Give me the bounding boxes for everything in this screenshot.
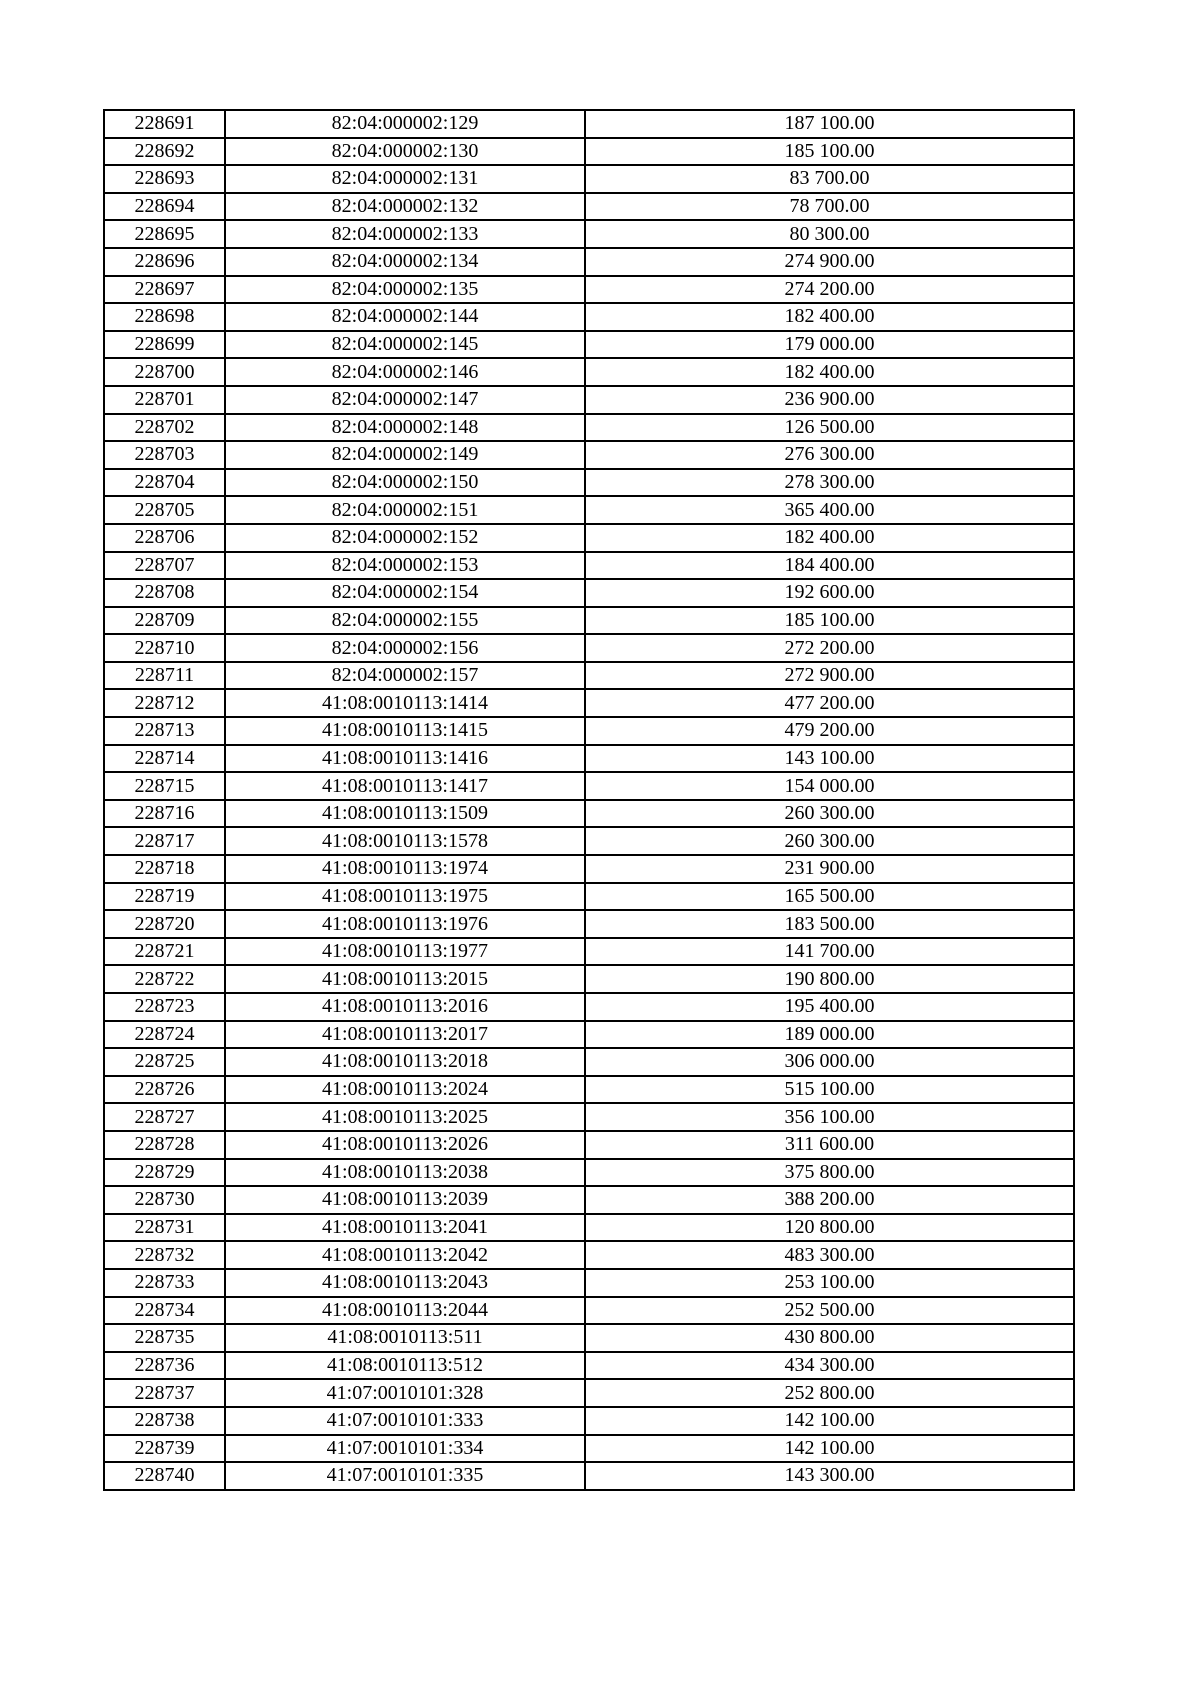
value-cell: 184 400.00 bbox=[585, 552, 1074, 580]
value-cell: 185 100.00 bbox=[585, 138, 1074, 166]
table-row bbox=[104, 469, 1074, 497]
table-row bbox=[104, 1462, 1074, 1490]
value-cell: 274 200.00 bbox=[585, 276, 1074, 304]
row-number-cell: 228699 bbox=[104, 331, 225, 359]
table-row bbox=[104, 855, 1074, 883]
cadastral-number-cell: 82:04:000002:131 bbox=[225, 165, 585, 193]
table-row bbox=[104, 883, 1074, 911]
cadastral-number-cell: 41:07:0010101:334 bbox=[225, 1435, 585, 1463]
row-number-cell: 228692 bbox=[104, 138, 225, 166]
table-row bbox=[104, 110, 1074, 138]
table-row bbox=[104, 1076, 1074, 1104]
value-cell: 182 400.00 bbox=[585, 303, 1074, 331]
cadastral-number-cell: 41:08:0010113:2043 bbox=[225, 1269, 585, 1297]
table-row bbox=[104, 607, 1074, 635]
cadastral-number-cell: 41:08:0010113:2038 bbox=[225, 1159, 585, 1187]
cadastral-number-cell: 41:07:0010101:328 bbox=[225, 1379, 585, 1407]
table-row bbox=[104, 524, 1074, 552]
value-cell: 272 900.00 bbox=[585, 662, 1074, 690]
cadastral-number-cell: 41:08:0010113:2015 bbox=[225, 965, 585, 993]
table-row bbox=[104, 138, 1074, 166]
table-row bbox=[104, 717, 1074, 745]
table-row bbox=[104, 358, 1074, 386]
table-row bbox=[104, 1435, 1074, 1463]
value-cell: 179 000.00 bbox=[585, 331, 1074, 359]
row-number-cell: 228737 bbox=[104, 1379, 225, 1407]
row-number-cell: 228694 bbox=[104, 193, 225, 221]
cadastral-number-cell: 41:08:0010113:1417 bbox=[225, 772, 585, 800]
cadastral-number-cell: 82:04:000002:134 bbox=[225, 248, 585, 276]
table-row bbox=[104, 827, 1074, 855]
row-number-cell: 228698 bbox=[104, 303, 225, 331]
row-number-cell: 228712 bbox=[104, 689, 225, 717]
row-number-cell: 228740 bbox=[104, 1462, 225, 1490]
table-row bbox=[104, 165, 1074, 193]
cadastral-number-cell: 82:04:000002:145 bbox=[225, 331, 585, 359]
cadastral-number-cell: 41:08:0010113:511 bbox=[225, 1324, 585, 1352]
value-cell: 182 400.00 bbox=[585, 358, 1074, 386]
cadastral-number-cell: 82:04:000002:153 bbox=[225, 552, 585, 580]
row-number-cell: 228731 bbox=[104, 1214, 225, 1242]
table-row bbox=[104, 965, 1074, 993]
table-row bbox=[104, 441, 1074, 469]
table-row bbox=[104, 1352, 1074, 1380]
row-number-cell: 228736 bbox=[104, 1352, 225, 1380]
row-number-cell: 228727 bbox=[104, 1103, 225, 1131]
row-number-cell: 228696 bbox=[104, 248, 225, 276]
row-number-cell: 228734 bbox=[104, 1297, 225, 1325]
cadastral-number-cell: 41:07:0010101:333 bbox=[225, 1407, 585, 1435]
value-cell: 434 300.00 bbox=[585, 1352, 1074, 1380]
cadastral-number-cell: 82:04:000002:152 bbox=[225, 524, 585, 552]
row-number-cell: 228704 bbox=[104, 469, 225, 497]
row-number-cell: 228713 bbox=[104, 717, 225, 745]
value-cell: 126 500.00 bbox=[585, 414, 1074, 442]
value-cell: 141 700.00 bbox=[585, 938, 1074, 966]
row-number-cell: 228722 bbox=[104, 965, 225, 993]
cadastral-number-cell: 41:08:0010113:1974 bbox=[225, 855, 585, 883]
value-cell: 189 000.00 bbox=[585, 1021, 1074, 1049]
row-number-cell: 228724 bbox=[104, 1021, 225, 1049]
row-number-cell: 228715 bbox=[104, 772, 225, 800]
table-row bbox=[104, 772, 1074, 800]
row-number-cell: 228706 bbox=[104, 524, 225, 552]
cadastral-number-cell: 41:08:0010113:1509 bbox=[225, 800, 585, 828]
row-number-cell: 228733 bbox=[104, 1269, 225, 1297]
value-cell: 252 800.00 bbox=[585, 1379, 1074, 1407]
cadastral-number-cell: 82:04:000002:130 bbox=[225, 138, 585, 166]
value-cell: 515 100.00 bbox=[585, 1076, 1074, 1104]
row-number-cell: 228719 bbox=[104, 883, 225, 911]
cadastral-number-cell: 41:08:0010113:2024 bbox=[225, 1076, 585, 1104]
row-number-cell: 228725 bbox=[104, 1048, 225, 1076]
row-number-cell: 228718 bbox=[104, 855, 225, 883]
table-row bbox=[104, 1159, 1074, 1187]
value-cell: 276 300.00 bbox=[585, 441, 1074, 469]
cadastral-value-table bbox=[103, 109, 1075, 1491]
cadastral-number-cell: 41:08:0010113:1416 bbox=[225, 745, 585, 773]
cadastral-number-cell: 82:04:000002:144 bbox=[225, 303, 585, 331]
row-number-cell: 228716 bbox=[104, 800, 225, 828]
table-row bbox=[104, 1214, 1074, 1242]
table-row bbox=[104, 386, 1074, 414]
row-number-cell: 228726 bbox=[104, 1076, 225, 1104]
cadastral-number-cell: 41:08:0010113:2044 bbox=[225, 1297, 585, 1325]
row-number-cell: 228717 bbox=[104, 827, 225, 855]
value-cell: 143 100.00 bbox=[585, 745, 1074, 773]
row-number-cell: 228695 bbox=[104, 220, 225, 248]
cadastral-number-cell: 82:04:000002:154 bbox=[225, 579, 585, 607]
value-cell: 272 200.00 bbox=[585, 634, 1074, 662]
row-number-cell: 228708 bbox=[104, 579, 225, 607]
cadastral-number-cell: 82:04:000002:135 bbox=[225, 276, 585, 304]
cadastral-number-cell: 41:08:0010113:2017 bbox=[225, 1021, 585, 1049]
value-cell: 187 100.00 bbox=[585, 110, 1074, 138]
table-row bbox=[104, 1407, 1074, 1435]
table-row bbox=[104, 303, 1074, 331]
value-cell: 375 800.00 bbox=[585, 1159, 1074, 1187]
cadastral-number-cell: 82:04:000002:156 bbox=[225, 634, 585, 662]
row-number-cell: 228723 bbox=[104, 993, 225, 1021]
value-cell: 430 800.00 bbox=[585, 1324, 1074, 1352]
value-cell: 260 300.00 bbox=[585, 827, 1074, 855]
table-row bbox=[104, 1103, 1074, 1131]
value-cell: 185 100.00 bbox=[585, 607, 1074, 635]
table-row bbox=[104, 1186, 1074, 1214]
row-number-cell: 228703 bbox=[104, 441, 225, 469]
row-number-cell: 228693 bbox=[104, 165, 225, 193]
cadastral-number-cell: 41:07:0010101:335 bbox=[225, 1462, 585, 1490]
table-row bbox=[104, 993, 1074, 1021]
table-row bbox=[104, 1324, 1074, 1352]
value-cell: 83 700.00 bbox=[585, 165, 1074, 193]
table-row bbox=[104, 689, 1074, 717]
table-row bbox=[104, 276, 1074, 304]
table-row bbox=[104, 938, 1074, 966]
cadastral-number-cell: 41:08:0010113:1977 bbox=[225, 938, 585, 966]
value-cell: 278 300.00 bbox=[585, 469, 1074, 497]
row-number-cell: 228728 bbox=[104, 1131, 225, 1159]
row-number-cell: 228710 bbox=[104, 634, 225, 662]
value-cell: 190 800.00 bbox=[585, 965, 1074, 993]
cadastral-number-cell: 82:04:000002:133 bbox=[225, 220, 585, 248]
table-row bbox=[104, 662, 1074, 690]
cadastral-number-cell: 82:04:000002:129 bbox=[225, 110, 585, 138]
value-cell: 183 500.00 bbox=[585, 910, 1074, 938]
cadastral-number-cell: 41:08:0010113:2039 bbox=[225, 1186, 585, 1214]
value-cell: 356 100.00 bbox=[585, 1103, 1074, 1131]
row-number-cell: 228691 bbox=[104, 110, 225, 138]
row-number-cell: 228714 bbox=[104, 745, 225, 773]
cadastral-number-cell: 82:04:000002:147 bbox=[225, 386, 585, 414]
value-cell: 192 600.00 bbox=[585, 579, 1074, 607]
value-cell: 78 700.00 bbox=[585, 193, 1074, 221]
table-row bbox=[104, 1048, 1074, 1076]
cadastral-number-cell: 41:08:0010113:2018 bbox=[225, 1048, 585, 1076]
cadastral-number-cell: 82:04:000002:146 bbox=[225, 358, 585, 386]
row-number-cell: 228739 bbox=[104, 1435, 225, 1463]
value-cell: 479 200.00 bbox=[585, 717, 1074, 745]
value-cell: 231 900.00 bbox=[585, 855, 1074, 883]
value-cell: 195 400.00 bbox=[585, 993, 1074, 1021]
cadastral-number-cell: 82:04:000002:148 bbox=[225, 414, 585, 442]
table-row bbox=[104, 331, 1074, 359]
row-number-cell: 228730 bbox=[104, 1186, 225, 1214]
row-number-cell: 228705 bbox=[104, 496, 225, 524]
cadastral-number-cell: 41:08:0010113:2016 bbox=[225, 993, 585, 1021]
cadastral-number-cell: 82:04:000002:149 bbox=[225, 441, 585, 469]
value-cell: 311 600.00 bbox=[585, 1131, 1074, 1159]
cadastral-number-cell: 82:04:000002:132 bbox=[225, 193, 585, 221]
value-cell: 154 000.00 bbox=[585, 772, 1074, 800]
table-body bbox=[104, 110, 1074, 1490]
value-cell: 120 800.00 bbox=[585, 1214, 1074, 1242]
value-cell: 143 300.00 bbox=[585, 1462, 1074, 1490]
row-number-cell: 228701 bbox=[104, 386, 225, 414]
value-cell: 260 300.00 bbox=[585, 800, 1074, 828]
table-row bbox=[104, 1241, 1074, 1269]
table-row bbox=[104, 193, 1074, 221]
value-cell: 388 200.00 bbox=[585, 1186, 1074, 1214]
table-row bbox=[104, 220, 1074, 248]
row-number-cell: 228738 bbox=[104, 1407, 225, 1435]
row-number-cell: 228735 bbox=[104, 1324, 225, 1352]
table-row bbox=[104, 579, 1074, 607]
cadastral-number-cell: 41:08:0010113:2025 bbox=[225, 1103, 585, 1131]
table-row bbox=[104, 496, 1074, 524]
cadastral-number-cell: 41:08:0010113:2042 bbox=[225, 1241, 585, 1269]
table-row bbox=[104, 1379, 1074, 1407]
table-row bbox=[104, 552, 1074, 580]
value-cell: 80 300.00 bbox=[585, 220, 1074, 248]
table-row bbox=[104, 800, 1074, 828]
value-cell: 165 500.00 bbox=[585, 883, 1074, 911]
value-cell: 236 900.00 bbox=[585, 386, 1074, 414]
cadastral-number-cell: 82:04:000002:151 bbox=[225, 496, 585, 524]
row-number-cell: 228702 bbox=[104, 414, 225, 442]
cadastral-number-cell: 41:08:0010113:2041 bbox=[225, 1214, 585, 1242]
cadastral-number-cell: 41:08:0010113:1414 bbox=[225, 689, 585, 717]
table-row bbox=[104, 1297, 1074, 1325]
table-row bbox=[104, 745, 1074, 773]
value-cell: 182 400.00 bbox=[585, 524, 1074, 552]
cadastral-number-cell: 82:04:000002:155 bbox=[225, 607, 585, 635]
table-row bbox=[104, 1269, 1074, 1297]
row-number-cell: 228709 bbox=[104, 607, 225, 635]
value-cell: 253 100.00 bbox=[585, 1269, 1074, 1297]
value-cell: 142 100.00 bbox=[585, 1407, 1074, 1435]
table-row bbox=[104, 248, 1074, 276]
row-number-cell: 228732 bbox=[104, 1241, 225, 1269]
table-row bbox=[104, 910, 1074, 938]
cadastral-number-cell: 41:08:0010113:512 bbox=[225, 1352, 585, 1380]
table-row bbox=[104, 1021, 1074, 1049]
row-number-cell: 228711 bbox=[104, 662, 225, 690]
row-number-cell: 228707 bbox=[104, 552, 225, 580]
value-cell: 483 300.00 bbox=[585, 1241, 1074, 1269]
cadastral-number-cell: 41:08:0010113:1415 bbox=[225, 717, 585, 745]
value-cell: 252 500.00 bbox=[585, 1297, 1074, 1325]
row-number-cell: 228700 bbox=[104, 358, 225, 386]
cadastral-number-cell: 41:08:0010113:1975 bbox=[225, 883, 585, 911]
value-cell: 306 000.00 bbox=[585, 1048, 1074, 1076]
row-number-cell: 228721 bbox=[104, 938, 225, 966]
cadastral-number-cell: 41:08:0010113:1578 bbox=[225, 827, 585, 855]
cadastral-number-cell: 82:04:000002:150 bbox=[225, 469, 585, 497]
value-cell: 477 200.00 bbox=[585, 689, 1074, 717]
cadastral-number-cell: 41:08:0010113:2026 bbox=[225, 1131, 585, 1159]
value-cell: 365 400.00 bbox=[585, 496, 1074, 524]
value-cell: 142 100.00 bbox=[585, 1435, 1074, 1463]
cadastral-number-cell: 41:08:0010113:1976 bbox=[225, 910, 585, 938]
cadastral-number-cell: 82:04:000002:157 bbox=[225, 662, 585, 690]
value-cell: 274 900.00 bbox=[585, 248, 1074, 276]
row-number-cell: 228697 bbox=[104, 276, 225, 304]
table-row bbox=[104, 634, 1074, 662]
table-row bbox=[104, 414, 1074, 442]
table-row bbox=[104, 1131, 1074, 1159]
row-number-cell: 228729 bbox=[104, 1159, 225, 1187]
row-number-cell: 228720 bbox=[104, 910, 225, 938]
